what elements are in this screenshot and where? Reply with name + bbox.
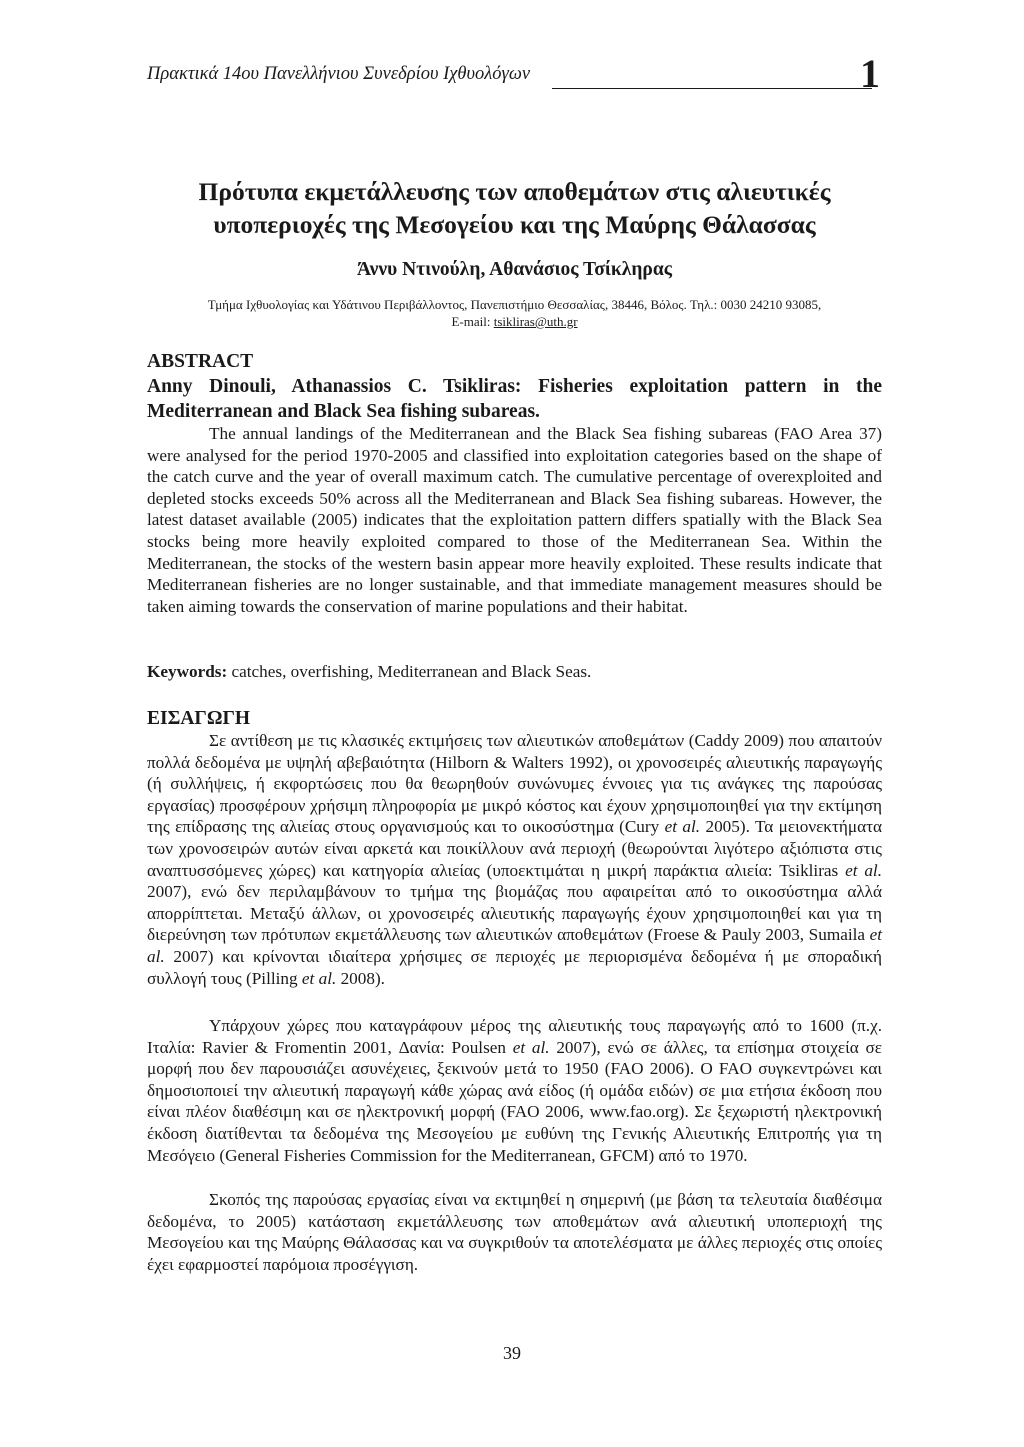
text-run-italic: et al. bbox=[147, 925, 882, 966]
title-line-2: υποπεριοχές της Μεσογείου και της Μαύρης Θάλασσας bbox=[213, 210, 816, 239]
page-number: 39 bbox=[503, 1343, 521, 1363]
chapter-number: 1 bbox=[860, 51, 880, 96]
text-run-italic: et al. bbox=[845, 860, 882, 880]
authors: Άννυ Ντινούλη, Αθανάσιος Τσίκληρας bbox=[357, 259, 672, 280]
header-rule bbox=[552, 88, 872, 89]
abstract-body bbox=[147, 423, 882, 617]
text-run: 2007) και κρίνονται ιδιαίτερα χρήσιμες σε περιοχές με περιορισμένα δεδομένα ή με σποραδική συλλογή τους (Pilling bbox=[147, 946, 882, 988]
email-label: E-mail: bbox=[451, 314, 494, 329]
abstract-citation: Anny Dinouli, Athanassios C. Tsikliras: Fisheries exploitation pattern in the Mediterranean and Black Sea fishing subareas. bbox=[147, 376, 882, 422]
email-link[interactable]: tsikliras@uth.gr bbox=[493, 314, 578, 329]
intro-paragraph-1 bbox=[147, 730, 882, 989]
text-run: 2007), ενώ σε άλλες, τα επίσημα στοιχεία σε μορφή που δεν παρουσιάζει ασυνέχειες, ξεκινούν μετά το 1950 (FAO 2006). Ο FAO συγκεντρώνει και δημοσιοποιεί την αλιευτική παραγωγή κάθε χώρας ανά είδος (ή ομάδα ειδών) σε μια ετήσια έκδοση που είναι πλέον διαθέσιμη και σε ηλεκτρονική μορφή (FAO 2006, www.fao.org). Σε ξεχωριστή ηλεκτρονική έκδοση διατίθενται τα δεδομένα της Μεσογείου με ευθύνη της Γενικής Αλιευτικής Επιτροπής για τη Μεσόγειο (General Fisheries Commission for the Mediterranean, GFCM) από το 1970. bbox=[147, 1037, 882, 1165]
title-line-1: Πρότυπα εκμετάλλευσης των αποθεμάτων στις αλιευτικές bbox=[198, 177, 831, 206]
section-heading-introduction: ΕΙΣΑΓΩΓΗ bbox=[147, 708, 251, 729]
intro-paragraph-3 bbox=[147, 1189, 882, 1275]
intro-paragraph-1-text bbox=[147, 730, 882, 989]
keywords-label: Keywords: bbox=[147, 662, 228, 681]
running-title: Πρακτικά 14ου Πανελλήνιου Συνεδρίου Ιχθυολόγων bbox=[147, 64, 531, 84]
affiliation-address: Τμήμα Ιχθυολογίας και Υδάτινου Περιβάλλοντος, Πανεπιστήμιο Θεσσαλίας, 38446, Βόλος. Τηλ.: 0030 24210 93085, bbox=[207, 297, 822, 312]
abstract-heading: ABSTRACT bbox=[147, 351, 254, 372]
intro-paragraph-2 bbox=[147, 1015, 882, 1166]
text-run: Σε αντίθεση με τις κλασικές εκτιμήσεις των αλιευτικών αποθεμάτων (Caddy 2009) που απαιτούν πολλά δεδομένα με υψηλή αβεβαιότητα (Hilborn & Walters 1992), οι χρονοσειρές αλιευτικής παραγωγής (ή συλλήψεις, ή εκφορτώσεις που θα θεωρηθούν συνώνυμες έννοιες για τις ανάγκες της παρούσας εργασίας) προσφέρουν χρήσιμη πληροφορία με μικρό κόστος και έχουν χρησιμοποιηθεί για την εκτίμηση της επίδρασης της αλιείας στους οργανισμούς και το οικοσύστημα (Cury bbox=[147, 731, 882, 837]
text-run-italic: et al. bbox=[512, 1037, 550, 1057]
intro-paragraph-2-text bbox=[147, 1015, 882, 1166]
text-run: Υπάρχουν χώρες που καταγράφουν μέρος της αλιευτικής τους παραγωγής από το 1600 (π.χ. Ιταλία: Ravier & Fromentin 2001, Δανία: Poulsen bbox=[147, 1016, 882, 1057]
text-run-italic: et al. bbox=[301, 968, 337, 988]
intro-paragraph-3-text: Σκοπός της παρούσας εργασίας είναι να εκτιμηθεί η σημερινή (με βάση τα τελευταία διαθέσιμα δεδομένα, το 2005) κατάσταση εκμετάλλευσης των αποθεμάτων ανά αλιευτική υποπεριοχή της Μεσογείου και της Μαύρης Θάλασσας και να συγκριθούν τα αποτελέσματα με άλλες περιοχές στις οποίες έχει εφαρμοστεί παρόμοια προσέγγιση. bbox=[147, 1190, 882, 1274]
affiliation bbox=[147, 296, 882, 330]
text-run: 2008). bbox=[336, 968, 385, 988]
keywords bbox=[147, 661, 882, 683]
running-header bbox=[147, 51, 882, 98]
keywords-text: catches, overfishing, Mediterranean and Black Seas. bbox=[227, 662, 592, 681]
article-title bbox=[147, 175, 882, 241]
text-run: 2007), ενώ δεν περιλαμβάνουν το τμήμα της βιομάζας που αφαιρείται από το οικοσύστημα αλλά απορρίπτεται. Μεταξύ άλλων, οι χρονοσειρές αλιευτικής παραγωγής έχουν χρησιμοποιηθεί και για τη διερεύνηση των πρότυπων εκμετάλλευσης των αλιευτικών αποθεμάτων (Froese & Pauly 2003, Sumaila bbox=[147, 882, 882, 945]
affiliation-email bbox=[147, 313, 882, 330]
abstract-paragraph: The annual landings of the Mediterranean and the Black Sea fishing subareas (FAO Area 37) were analysed for the period 1970-2005 and classified into exploitation categories based on the shape of the catch curve and the year of overall maximum catch. The cumulative percentage of overexploited and depleted stocks exceeds 50% across all the Mediterranean and Black Sea fishing subareas. However, the latest dataset available (2005) indicates that the exploitation pattern differs spatially with the Black Sea stocks being more heavily exploited compared to those of the Mediterranean Sea. Within the Mediterranean, the stocks of the western basin appear more heavily exploited. These results indicate that Mediterranean fisheries are no longer sustainable, and that immediate management measures should be taken aiming towards the conservation of marine populations and their habitat. bbox=[147, 424, 882, 616]
text-run-italic: et al. bbox=[664, 817, 701, 837]
text-run: 2005). Τα μειονεκτήματα των χρονοσειρών αυτών είναι αρκετά και ποικίλλουν ανά περιοχή (θεωρούνται λιγότερο αξιόπιστα στις αναπτυσσόμενες χώρες) και κατηγορία αλιείας (υποεκτιμάται η μικρή παράκτια αλιεία: Tsikliras bbox=[147, 817, 882, 880]
